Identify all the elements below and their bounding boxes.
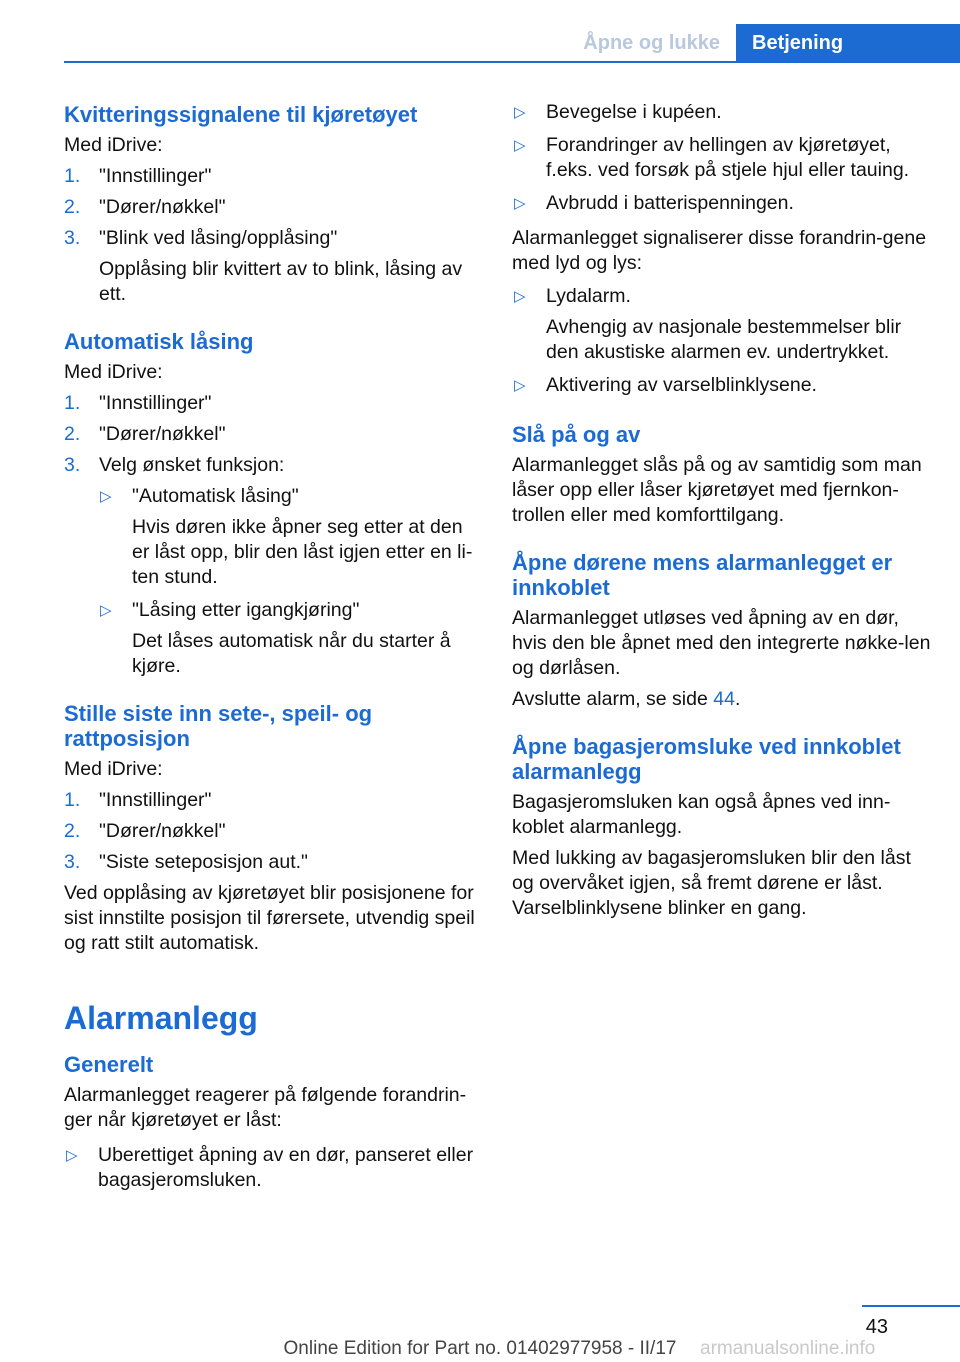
footer-edition: Online Edition for Part no. 01402977958 - II/17 — [283, 1338, 677, 1359]
signal-item: ▷ Lydalarm. Avhengig av nasjonale bestemmelser blir den akustiske alarmen ev. undertrykket. — [514, 285, 902, 363]
heading-kvittering: Kvitteringssignalene til kjøretøyet — [64, 102, 418, 127]
step-item: 1. "Innstillinger" — [64, 392, 212, 414]
body-text: Alarmanlegget reagerer på følgende forandrin‐ger når kjøretøyet er låst: — [64, 1084, 467, 1131]
step-item: 1. "Innstillinger" — [64, 165, 212, 187]
body-text: Alarmanlegget signaliserer disse forandrin‐gene med lyd og lys: — [512, 227, 927, 274]
option-list — [64, 484, 484, 679]
trigger-list — [64, 1143, 484, 1193]
triangle-bullet-icon: ▷ — [514, 104, 526, 121]
step-item: 1. "Innstillinger" — [64, 789, 212, 811]
steps-list — [64, 391, 484, 478]
header-chapter-tab: Betjening — [736, 24, 960, 62]
body-text: Ved opplåsing av kjøretøyet blir posisjonene for sist innstilte posisjon til førersete, utvendig speil og ratt stilt automatisk. — [64, 882, 475, 954]
triangle-bullet-icon: ▷ — [514, 137, 526, 154]
triangle-bullet-icon: ▷ — [514, 377, 526, 394]
intro-text: Med iDrive: — [64, 134, 163, 156]
page-link[interactable]: 44 — [713, 688, 735, 710]
signal-item: ▷ Aktivering av varselblinklysene. — [514, 374, 817, 396]
trigger-list — [512, 100, 932, 216]
right-column — [512, 100, 932, 927]
chapter-title: Alarmanlegg — [64, 1000, 258, 1036]
trigger-item: ▷ Uberettiget åpning av en dør, panseret eller bagasjeromsluken. — [66, 1144, 474, 1191]
heading-automatisk-lasing: Automatisk låsing — [64, 329, 254, 354]
option-item: ▷ "Automatisk låsing" Hvis døren ikke åpner seg etter at den er låst opp, blir den låst igjen etter en li‐ten stund. — [100, 485, 473, 588]
step-item: 3. Velg ønsket funksjon: — [64, 454, 285, 476]
intro-text: Med iDrive: — [64, 361, 163, 383]
body-text: Alarmanlegget slås på og av samtidig som man låser opp eller låser kjøretøyet med fjernkon‐trollen eller med komforttilgang. — [512, 454, 922, 526]
heading-sla-pa-og-av: Slå på og av — [512, 422, 641, 447]
page-number: 43 — [865, 1316, 888, 1338]
header-rule — [64, 61, 960, 63]
triangle-bullet-icon: ▷ — [100, 602, 112, 619]
steps-list — [64, 788, 484, 875]
triangle-bullet-icon: ▷ — [66, 1147, 78, 1164]
step-item: 2. "Dører/nøkkel" — [64, 423, 226, 445]
footer-rule — [862, 1305, 960, 1307]
heading-apne-dorene: Åpne dørene mens alarmanlegget er innkoblet — [512, 550, 893, 600]
header-section-label: Åpne og lukke — [583, 32, 720, 54]
step-item: 3. "Siste seteposisjon aut." — [64, 851, 308, 873]
intro-text: Med iDrive: — [64, 758, 163, 780]
page-reference: Avslutte alarm, se side 44. — [512, 688, 741, 710]
triangle-bullet-icon: ▷ — [514, 195, 526, 212]
body-text: Med lukking av bagasjeromsluken blir den låst og overvåket igjen, så fremt dørene er låst. Varselblinklysene blinker en gang. — [512, 847, 911, 919]
watermark: armanualsonline.info — [700, 1338, 876, 1359]
signal-list — [512, 284, 932, 398]
heading-apne-bagasjeromsluke: Åpne bagasjeromsluke ved innkoblet alarmanlegg — [512, 734, 901, 784]
left-column — [64, 100, 484, 1203]
steps-list — [64, 164, 484, 307]
step-item: 3. "Blink ved låsing/opplåsing" Opplåsing blir kvittert av to blink, låsing av ett. — [64, 227, 463, 305]
heading-stille-siste: Stille siste inn sete-, speil- og rattposisjon — [64, 701, 373, 751]
heading-generelt: Generelt — [64, 1052, 154, 1077]
step-item: 2. "Dører/nøkkel" — [64, 820, 226, 842]
trigger-item: ▷ Avbrudd i batterispenningen. — [514, 192, 794, 214]
trigger-item: ▷ Forandringer av hellingen av kjøretøyet, f.eks. ved forsøk på stjele hjul eller tauing. — [514, 134, 910, 181]
step-item: 2. "Dører/nøkkel" — [64, 196, 226, 218]
trigger-item: ▷ Bevegelse i kupéen. — [514, 101, 722, 123]
page-header — [0, 0, 960, 64]
body-text: Bagasjeromsluken kan også åpnes ved inn‐koblet alarmanlegg. — [512, 791, 891, 838]
triangle-bullet-icon: ▷ — [514, 288, 526, 305]
option-item: ▷ "Låsing etter igangkjøring" Det låses automatisk når du starter å kjøre. — [100, 599, 451, 677]
body-text: Alarmanlegget utløses ved åpning av en dør, hvis den ble åpnet med den integrerte nøkke‐len og dørlåsen. — [512, 607, 931, 679]
triangle-bullet-icon: ▷ — [100, 488, 112, 505]
